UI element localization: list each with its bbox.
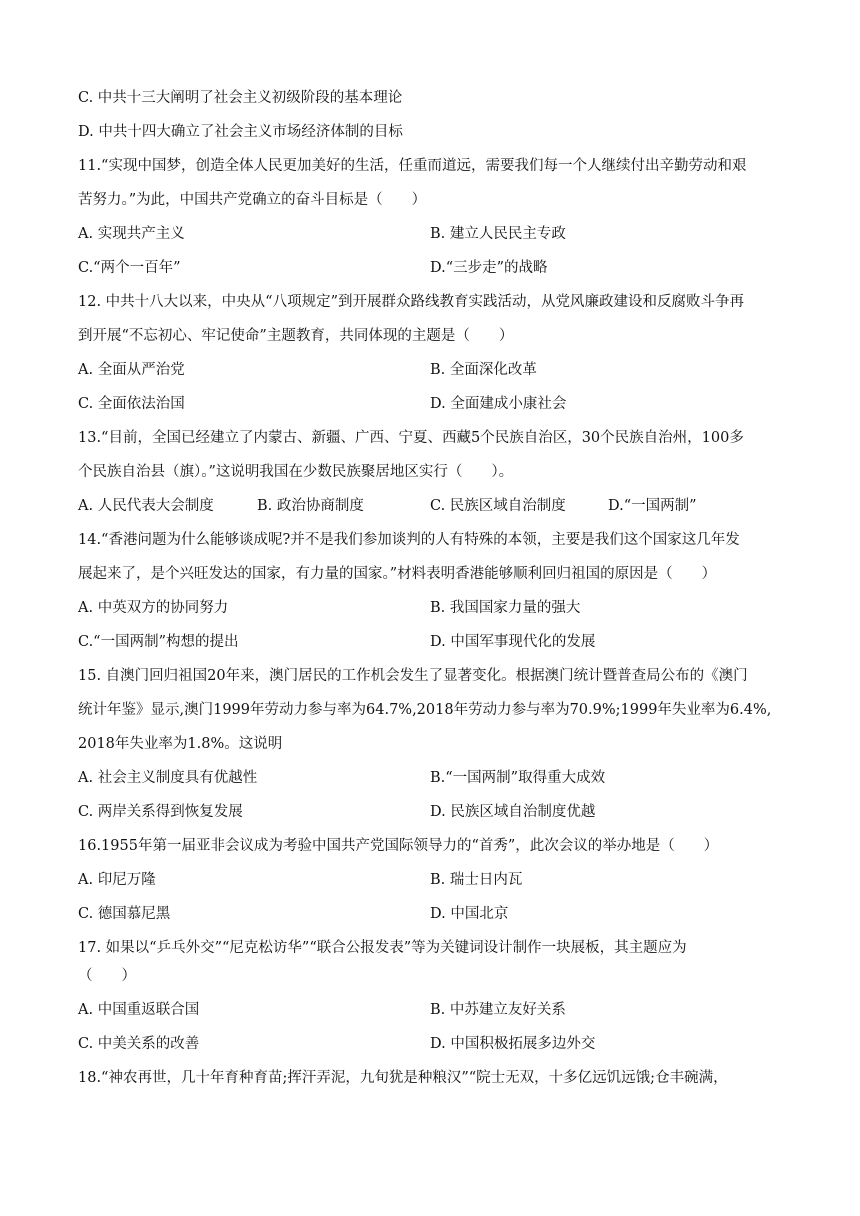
q11-option-b: B. 建立人民民主专政 [430, 226, 566, 242]
q11-option-d: D.“三步走”的战略 [430, 260, 548, 276]
q18-stem-line1: 18.“神农再世，几十年育种育苗;挥汗弄泥，九旬犹是种粮汉”“院士无双，十多亿远饥远饿;仓丰碗满， [78, 1070, 728, 1086]
q12-option-d: D. 全面建成小康社会 [430, 396, 567, 412]
q14-stem-line1: 14.“香港问题为什么能够谈成呢?并不是我们参加谈判的人有特殊的本领，主要是我们这个国家这几年发 [78, 532, 740, 548]
q16-option-c: C. 德国慕尼黑 [78, 906, 171, 922]
q11-stem-line1: 11.“实现中国梦，创造全体人民更加美好的生活，任重而道远，需要我们每一个人继续付出辛勤劳动和艰 [78, 158, 747, 174]
q13-option-c: C. 民族区域自治制度 [430, 498, 566, 514]
q16-stem: 16.1955年第一届亚非会议成为考验中国共产党国际领导力的“首秀”，此次会议的举办地是（ ） [78, 838, 719, 854]
q12-stem-line1: 12. 中共十八大以来，中央从“八项规定”到开展群众路线教育实践活动，从党风廉政建设和反腐败斗争再 [78, 294, 744, 310]
q13-stem-line2: 个民族自治县（旗）。”这说明我国在少数民族聚居地区实行（ ）。 [78, 464, 514, 480]
q11-option-c: C.“两个一百年” [78, 260, 181, 276]
q16-option-a: A. 印尼万隆 [78, 872, 156, 888]
q11-stem-line2: 苦努力。”为此，中国共产党确立的奋斗目标是（ ） [78, 192, 427, 208]
q12-option-c: C. 全面依法治国 [78, 396, 185, 412]
q12-stem-line2: 到开展“不忘初心、牢记使命”主题教育，共同体现的主题是（ ） [78, 328, 514, 344]
q13-option-a: A. 人民代表大会制度 [78, 498, 214, 514]
q13-stem-line1: 13.“目前，全国已经建立了内蒙古、新疆、广西、宁夏、西藏5个民族自治区，30个民族自治州，100多 [78, 430, 744, 446]
q14-option-c: C.“一国两制”构想的提出 [78, 634, 239, 650]
q13-option-b: B. 政治协商制度 [257, 498, 364, 514]
q17-stem-line1: 17. 如果以“乒乓外交”“尼克松访华”“联合公报发表”等为关键词设计制作一块展板，其主题应为 [78, 940, 687, 956]
q17-option-b: B. 中苏建立友好关系 [430, 1002, 566, 1018]
q14-option-d: D. 中国军事现代化的发展 [430, 634, 596, 650]
q17-option-c: C. 中美关系的改善 [78, 1036, 200, 1052]
q12-option-b: B. 全面深化改革 [430, 362, 537, 378]
q17-option-d: D. 中国积极拓展多边外交 [430, 1036, 596, 1052]
q11-option-a: A. 实现共产主义 [78, 226, 185, 242]
q17-option-a: A. 中国重返联合国 [78, 1002, 200, 1018]
q17-stem-line2: （ ） [78, 968, 136, 984]
q15-stem-line3: 2018年失业率为1.8%。这说明 [78, 736, 283, 752]
q16-option-b: B. 瑞士日内瓦 [430, 872, 523, 888]
q10-option-d: D. 中共十四大确立了社会主义市场经济体制的目标 [78, 124, 403, 140]
q16-option-d: D. 中国北京 [430, 906, 509, 922]
q14-option-b: B. 我国国家力量的强大 [430, 600, 581, 616]
q15-stem-line2: 统计年鉴》显示,澳门1999年劳动力参与率为64.7%,2018年劳动力参与率为70.9%;1999年失业率为6.4%, [78, 702, 772, 718]
q13-option-d: D.“一国两制” [608, 498, 697, 514]
q15-option-a: A. 社会主义制度具有优越性 [78, 770, 258, 786]
q10-option-c: C. 中共十三大阐明了社会主义初级阶段的基本理论 [78, 90, 403, 106]
q15-stem-line1: 15. 自澳门回归祖国20年来，澳门居民的工作机会发生了显著变化。根据澳门统计暨普查局公布的《澳门 [78, 668, 748, 684]
q15-option-d: D. 民族区域自治制度优越 [430, 804, 596, 820]
q14-option-a: A. 中英双方的协同努力 [78, 600, 229, 616]
q14-stem-line2: 展起来了，是个兴旺发达的国家，有力量的国家。”材料表明香港能够顺利回归祖国的原因是（ ） [78, 566, 717, 582]
q15-option-b: B.“一国两制”取得重大成效 [430, 770, 606, 786]
q12-option-a: A. 全面从严治党 [78, 362, 185, 378]
q15-option-c: C. 两岸关系得到恢复发展 [78, 804, 243, 820]
